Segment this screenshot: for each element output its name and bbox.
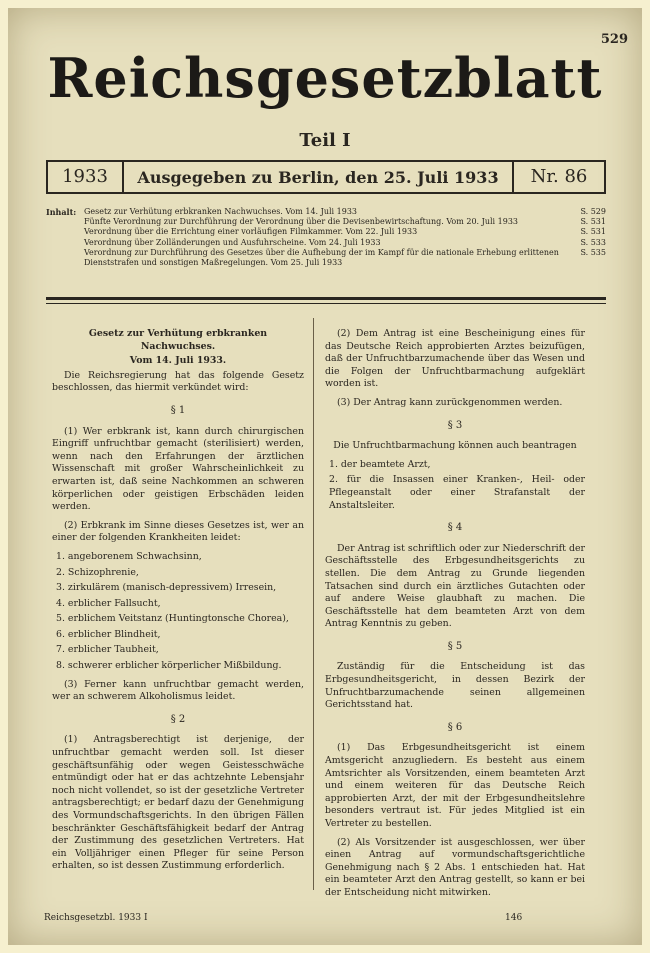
contents-entry-page: S. 533 — [580, 237, 606, 247]
table-of-contents — [46, 207, 606, 268]
contents-entry — [46, 248, 606, 268]
contents-entry-page: S. 535 — [580, 247, 606, 257]
left-column — [52, 328, 304, 879]
paragraph: (1) Antragsberechtigt ist derjenige, der unfruchtbar gemacht werden soll. Ist dieser geschäftsunfähig oder wegen Geistesschwäche entmündigt oder hat er das achtzehnte Lebensjahr noch nicht vollendet, so ist der gesetzliche Vertreter antragsberechtigt; er bedarf dazu der Genehmigung des Vormundschaftsgerichts. In den übrigen Fällen beschränkter Geschäftsfähigkeit bedarf der Antrag der Zustimmung des gesetzlichen Vertreters. Hat ein Volljähriger einen Pfleger für seine Person erhalten, so ist dessen Zustimmung erforderlich. — [52, 734, 304, 872]
issue-box — [46, 160, 606, 194]
header-rule-thin — [46, 303, 606, 304]
section-heading: § 4 — [447, 522, 463, 534]
column-divider — [313, 318, 314, 890]
list-item: 6. erblicher Blindheit, — [56, 628, 161, 640]
contents-entry-text: Verordnung über Zolländerungen und Ausfuhrscheine. Vom 24. Juli 1933 — [84, 237, 381, 247]
applicant-list — [325, 459, 585, 512]
paragraph: (3) Ferner kann unfruchtbar gemacht werden, wer an schwerem Alkoholismus leidet. — [52, 678, 304, 703]
contents-entry-page: S. 531 — [580, 217, 606, 227]
contents-entry — [46, 238, 606, 248]
contents-entry-page: S. 531 — [580, 227, 606, 237]
paragraph: Die Unfruchtbarmachung können auch beantragen — [333, 440, 577, 452]
paragraph: (1) Das Erbgesundheitsgericht ist einem Amtsgericht anzugliedern. Es besteht aus einem Amtsrichter als Vorsitzenden, einem beamteten Arzt und einem weiteren für das Deutsche Reich approbierten Arzt, der mit der Erbgesundheitslehre besonders vertraut ist. Für jedes Mitglied ist ein Vertreter zu bestellen. — [325, 742, 585, 829]
disease-list — [52, 551, 304, 673]
list-item: 8. schwerer erblicher körperlicher Mißbildung. — [56, 660, 282, 672]
footer-sheet-number: 146 — [505, 913, 523, 923]
section-heading: § 3 — [447, 419, 463, 431]
paragraph: Der Antrag ist schriftlich oder zur Niederschrift der Geschäftsstelle des Erbgesundheitsgerichts zu stellen. Die dem Antrag zu Grunde liegenden Tatsachen sind durch ein ärztliches Gutachten oder auf andere Weise glaubhaft zu machen. Die Geschäftsstelle hat dem beamteten Arzt von dem Antrag Kenntnis zu geben. — [325, 542, 585, 630]
list-item: 2. Schizophrenie, — [56, 566, 139, 578]
contents-entry-text: Gesetz zur Verhütung erbkranken Nachwuchses. Vom 14. Juli 1933 — [84, 207, 358, 216]
list-item: 2. für die Insassen einer Kranken-, Heil- oder Pflegeanstalt oder einer Strafanstalt der Anstaltsleiter. — [329, 474, 585, 511]
paragraph: (3) Der Antrag kann zurückgenommen werden. — [337, 396, 563, 408]
list-item: 5. erblichem Veitstanz (Huntingtonsche Chorea), — [56, 613, 289, 625]
contents-entry-page: S. 529 — [580, 207, 606, 216]
issue-year: 1933 — [48, 162, 124, 192]
contents-label: Inhalt: — [46, 207, 77, 217]
paragraph: (2) Erbkrank im Sinne dieses Gesetzes ist, wer an einer der folgenden Krankheiten leidet: — [52, 519, 304, 544]
list-item: 1. angeborenem Schwachsinn, — [56, 550, 202, 562]
footer-publication: Reichsgesetzbl. 1933 I — [44, 913, 148, 923]
paragraph: (2) Als Vorsitzender ist ausgeschlossen, wer über einen Antrag auf vormundschaftsgerichtliche Genehmigung nach § 2 Abs. 1 entschieden hat. Hat ein beamteter Arzt den Antrag gestellt, so kann er bei der Entscheidung nicht mitwirken. — [325, 836, 585, 898]
list-item: 4. erblicher Fallsucht, — [56, 597, 161, 609]
right-column — [325, 328, 585, 906]
issue-number: Nr. 86 — [512, 162, 604, 192]
masthead-title: Reichsgesetzblatt — [47, 46, 603, 110]
preamble: Die Reichsregierung hat das folgende Gesetz beschlossen, das hiermit verkündet wird: — [52, 369, 304, 394]
part-label: Teil I — [299, 130, 351, 151]
law-title: Gesetz zur Verhütung erbkranken Nachwuchses. — [88, 328, 268, 352]
contents-entry — [46, 227, 606, 237]
contents-entry-text: Verordnung über die Errichtung einer vorläufigen Filmkammer. Vom 22. Juli 1933 — [84, 227, 418, 237]
section-heading: § 1 — [170, 404, 186, 416]
contents-entry-text: Verordnung zur Durchführung des Gesetzes über die Aufhebung der im Kampf für die nationale Erhebung erlittenen Dienststrafen und sonstigen Maßregelungen. Vom 25. Juli 1933 — [84, 247, 559, 268]
contents-entry-text: Fünfte Verordnung zur Durchführung der Verordnung über die Devisenbewirtschaftung. Vom 20. Juli 1933 — [84, 217, 518, 227]
paragraph: (1) Wer erbkrank ist, kann durch chirurgischen Eingriff unfruchtbar gemacht (sterilisiert) werden, wenn nach den Erfahrungen der ärztlichen Wissenschaft mit großer Wahrscheinlichkeit zu erwarten ist, daß seine Nachkommen an schweren körperlichen oder geistigen Erbschäden leiden werden. — [52, 425, 304, 513]
paragraph: Zuständig für die Entscheidung ist das Erbgesundheitsgericht, in dessen Bezirk der Unfruchtbarzumachende seinen allgemeinen Gerichtsstand hat. — [325, 661, 585, 711]
section-heading: § 5 — [447, 640, 463, 652]
section-heading: § 6 — [447, 721, 463, 733]
section-heading: § 2 — [170, 713, 186, 725]
law-date: Vom 14. Juli 1933. — [129, 355, 227, 367]
list-item: 1. der beamtete Arzt, — [329, 458, 431, 470]
page-number: 529 — [600, 32, 628, 47]
contents-entry — [46, 217, 606, 227]
issue-date: Ausgegeben zu Berlin, den 25. Juli 1933 — [137, 167, 499, 187]
list-item: 3. zirkulärem (manisch-depressivem) Irresein, — [56, 582, 277, 594]
header-rule-thick — [46, 297, 606, 300]
paragraph: (2) Dem Antrag ist eine Bescheinigung eines für das Deutsche Reich approbierten Arztes beizufügen, daß der Unfruchtbarzumachende über das Wesen und die Folgen der Unfruchtbarmachung aufgeklärt worden ist. — [325, 328, 585, 390]
list-item: 7. erblicher Taubheit, — [56, 644, 159, 656]
contents-entry — [46, 207, 606, 217]
